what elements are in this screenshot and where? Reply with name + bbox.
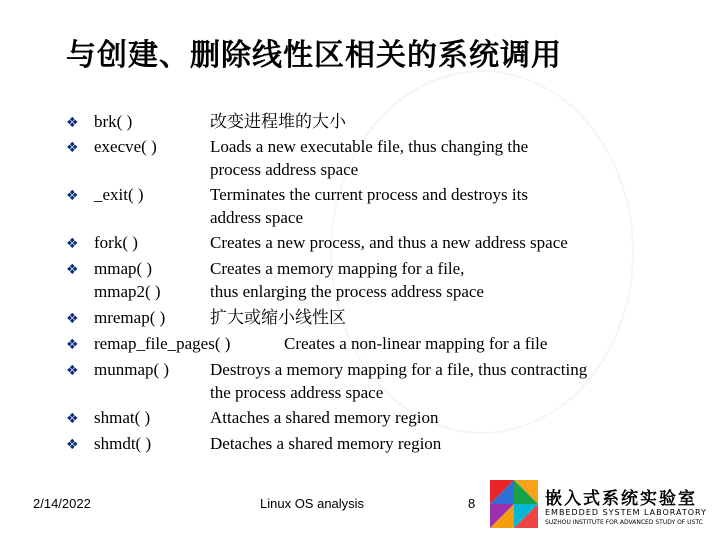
syscall-name: mmap2( ) xyxy=(94,282,161,301)
syscall-name: shmat( ) xyxy=(94,408,151,427)
syscall-name: brk( ) xyxy=(94,112,133,131)
diamond-bullet-icon: ❖ xyxy=(66,236,79,252)
syscall-description: Terminates the current process and destroys its xyxy=(210,185,528,204)
syscall-description: Creates a memory mapping for a file, xyxy=(210,259,465,278)
syscall-name: execve( ) xyxy=(94,137,157,156)
footer-title: Linux OS analysis xyxy=(260,496,365,511)
syscall-description: Loads a new executable file, thus changing the xyxy=(210,137,529,156)
syscall-description: Attaches a shared memory region xyxy=(210,408,439,427)
diamond-bullet-icon: ❖ xyxy=(66,140,79,156)
syscall-description: the process address space xyxy=(210,383,384,402)
syscall-description: Destroys a memory mapping for a file, thus contracting xyxy=(210,360,588,379)
diamond-bullet-icon: ❖ xyxy=(66,411,79,427)
syscall-name: mremap( ) xyxy=(94,308,166,327)
footer-date: 2/14/2022 xyxy=(33,496,91,511)
syscall-description: address space xyxy=(210,208,303,227)
diamond-bullet-icon: ❖ xyxy=(66,115,79,131)
syscall-description: process address space xyxy=(210,160,359,179)
syscall-name: shmdt( ) xyxy=(94,434,152,453)
diamond-bullet-icon: ❖ xyxy=(66,262,79,278)
diamond-bullet-icon: ❖ xyxy=(66,337,79,353)
syscall-description: Detaches a shared memory region xyxy=(210,434,442,453)
lab-logo-icon xyxy=(490,480,538,528)
diamond-bullet-icon: ❖ xyxy=(66,363,79,379)
syscall-name: fork( ) xyxy=(94,233,138,252)
slide-title: 与创建、删除线性区相关的系统调用 xyxy=(66,38,562,73)
syscall-name: remap_file_pages( ) xyxy=(94,334,231,353)
syscall-name: _exit( ) xyxy=(94,185,144,204)
diamond-bullet-icon: ❖ xyxy=(66,437,79,453)
syscall-name: mmap( ) xyxy=(94,259,153,278)
diamond-bullet-icon: ❖ xyxy=(66,188,79,204)
lab-institute: SUZHOU INSTITUTE FOR ADVANCED STUDY OF USTC xyxy=(545,519,703,526)
syscall-description: thus enlarging the process address space xyxy=(210,282,484,301)
syscall-description: 扩大或缩小线性区 xyxy=(210,308,346,327)
lab-name-en: EMBEDDED SYSTEM LABORATORY xyxy=(545,508,707,517)
syscall-description: Creates a non-linear mapping for a file xyxy=(284,334,548,353)
syscall-description: 改变进程堆的大小 xyxy=(210,112,346,131)
diamond-bullet-icon: ❖ xyxy=(66,311,79,327)
syscall-name: munmap( ) xyxy=(94,360,170,379)
syscall-description: Creates a new process, and thus a new address space xyxy=(210,233,568,252)
lab-name-cn: 嵌入式系统实验室 xyxy=(545,489,697,509)
page-number: 8 xyxy=(468,496,476,511)
